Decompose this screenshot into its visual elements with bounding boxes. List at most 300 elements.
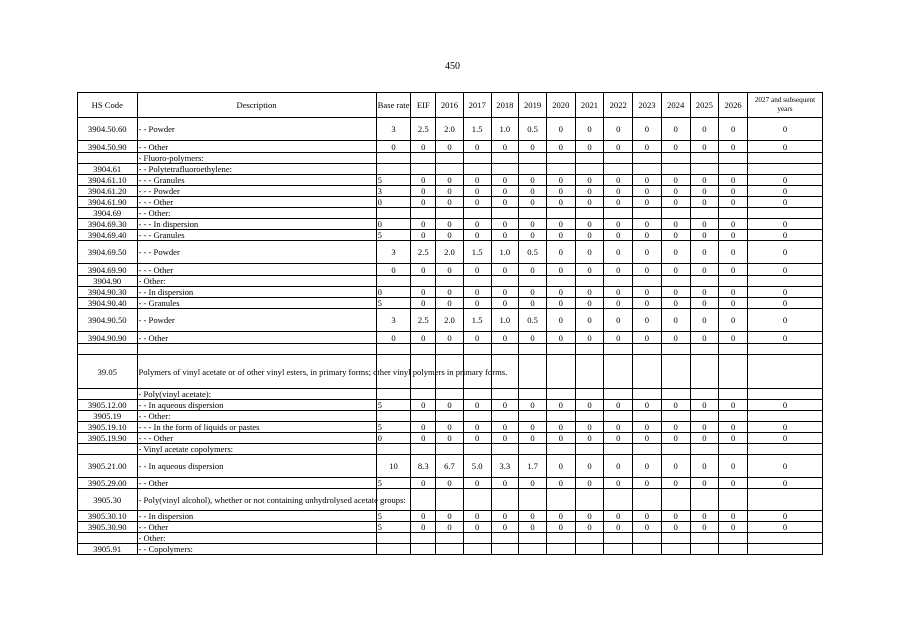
rate-cell: 0 bbox=[519, 219, 547, 230]
rate-cell: 0 bbox=[546, 219, 575, 230]
rate-cell bbox=[747, 411, 822, 422]
rate-cell bbox=[633, 153, 662, 164]
rate-cell: 0 bbox=[604, 230, 633, 241]
rate-cell bbox=[690, 544, 719, 555]
hs-code-cell: 3904.69.40 bbox=[78, 230, 138, 241]
rate-cell: 0 bbox=[546, 455, 575, 478]
rate-cell: 0 bbox=[519, 175, 547, 186]
rate-cell bbox=[604, 355, 633, 389]
rate-cell: 2.5 bbox=[411, 241, 436, 264]
description-cell: - Other: bbox=[137, 276, 376, 287]
rate-cell bbox=[491, 389, 519, 400]
hs-code-cell bbox=[78, 153, 138, 164]
table-row bbox=[78, 355, 823, 389]
rate-cell: 0 bbox=[436, 298, 464, 309]
hs-code-cell bbox=[78, 389, 138, 400]
rate-cell bbox=[604, 533, 633, 544]
hs-code-cell: 3904.69.30 bbox=[78, 219, 138, 230]
rate-cell: 0 bbox=[463, 197, 491, 208]
rate-cell bbox=[463, 153, 491, 164]
rate-cell: 0 bbox=[747, 511, 822, 522]
hs-code-cell: 3904.61 bbox=[78, 164, 138, 175]
rate-cell: 0 bbox=[633, 522, 662, 533]
rate-cell: 0 bbox=[519, 478, 547, 489]
rate-cell bbox=[546, 533, 575, 544]
rate-cell bbox=[633, 355, 662, 389]
table-row bbox=[78, 489, 823, 511]
rate-cell: 0 bbox=[546, 422, 575, 433]
rate-cell: 0 bbox=[633, 197, 662, 208]
rate-cell: 0 bbox=[747, 298, 822, 309]
rate-cell: 0 bbox=[519, 433, 547, 444]
rate-cell bbox=[575, 389, 604, 400]
description-cell: - Fluoro-polymers: bbox=[137, 153, 376, 164]
rate-cell bbox=[661, 276, 690, 287]
rate-cell: 0 bbox=[661, 197, 690, 208]
hs-code-cell: 3905.29.00 bbox=[78, 478, 138, 489]
rate-cell: 5 bbox=[376, 400, 411, 411]
rate-cell bbox=[376, 544, 411, 555]
rate-cell bbox=[519, 389, 547, 400]
hs-code-cell: 3904.50.90 bbox=[78, 141, 138, 153]
rate-cell bbox=[411, 411, 436, 422]
rate-cell: 0 bbox=[661, 455, 690, 478]
rate-cell bbox=[491, 208, 519, 219]
rate-cell bbox=[575, 355, 604, 389]
rate-cell: 0 bbox=[463, 186, 491, 197]
rate-cell: 0 bbox=[747, 478, 822, 489]
rate-cell: 0 bbox=[690, 186, 719, 197]
column-header: Base rate bbox=[376, 93, 411, 118]
rate-cell: 0 bbox=[376, 141, 411, 153]
rate-cell: 0 bbox=[604, 287, 633, 298]
rate-cell: 1.7 bbox=[519, 455, 547, 478]
table-row bbox=[78, 276, 823, 287]
rate-cell: 0 bbox=[491, 264, 519, 276]
rate-cell: 0 bbox=[633, 264, 662, 276]
rate-cell: 0 bbox=[604, 400, 633, 411]
rate-cell: 0 bbox=[411, 186, 436, 197]
rate-cell: 1.5 bbox=[463, 241, 491, 264]
rate-cell: 0 bbox=[411, 197, 436, 208]
rate-cell: 0 bbox=[690, 175, 719, 186]
rate-cell: 0 bbox=[546, 332, 575, 344]
rate-cell: 0 bbox=[719, 118, 748, 141]
table-row bbox=[78, 400, 823, 411]
rate-cell: 0 bbox=[376, 332, 411, 344]
table-row bbox=[78, 186, 823, 197]
rate-cell: 0 bbox=[719, 478, 748, 489]
rate-cell: 0 bbox=[463, 478, 491, 489]
rate-cell: 0 bbox=[463, 264, 491, 276]
rate-cell bbox=[719, 344, 748, 355]
rate-cell bbox=[633, 444, 662, 455]
description-cell: - - Powder bbox=[137, 118, 376, 141]
rate-cell bbox=[575, 533, 604, 544]
rate-cell bbox=[376, 276, 411, 287]
description-cell: - - Other: bbox=[137, 208, 376, 219]
rate-cell: 0 bbox=[491, 522, 519, 533]
description-cell: - Poly(vinyl acetate): bbox=[137, 389, 376, 400]
rate-cell: 0 bbox=[463, 287, 491, 298]
rate-cell bbox=[436, 411, 464, 422]
hs-code-cell: 3904.61.20 bbox=[78, 186, 138, 197]
rate-cell: 0 bbox=[604, 219, 633, 230]
rate-cell: 0 bbox=[411, 230, 436, 241]
table-row bbox=[78, 455, 823, 478]
rate-cell: 0 bbox=[604, 175, 633, 186]
rate-cell: 2.5 bbox=[411, 309, 436, 332]
rate-cell: 0 bbox=[575, 433, 604, 444]
rate-cell: 0 bbox=[661, 118, 690, 141]
description-cell: - - Other bbox=[137, 478, 376, 489]
column-header: 2019 bbox=[519, 93, 547, 118]
rate-cell: 0 bbox=[575, 186, 604, 197]
column-header: 2024 bbox=[661, 93, 690, 118]
table-row bbox=[78, 241, 823, 264]
rate-cell bbox=[575, 344, 604, 355]
rate-cell bbox=[661, 544, 690, 555]
rate-cell: 2.0 bbox=[436, 241, 464, 264]
rate-cell bbox=[719, 533, 748, 544]
description-cell: - - - Other bbox=[137, 197, 376, 208]
table-row bbox=[78, 533, 823, 544]
rate-cell: 0 bbox=[436, 197, 464, 208]
rate-cell: 0 bbox=[376, 287, 411, 298]
rate-cell: 0 bbox=[546, 433, 575, 444]
rate-cell: 0 bbox=[661, 264, 690, 276]
rate-cell: 0 bbox=[491, 230, 519, 241]
rate-cell: 0 bbox=[411, 141, 436, 153]
rate-cell: 0 bbox=[411, 433, 436, 444]
rate-cell bbox=[575, 276, 604, 287]
rate-cell: 1.5 bbox=[463, 118, 491, 141]
rate-cell bbox=[411, 444, 436, 455]
column-header: 2016 bbox=[436, 93, 464, 118]
table-row bbox=[78, 411, 823, 422]
table-row bbox=[78, 478, 823, 489]
column-header: 2018 bbox=[491, 93, 519, 118]
rate-cell: 0 bbox=[633, 433, 662, 444]
rate-cell bbox=[411, 153, 436, 164]
rate-cell: 0 bbox=[661, 309, 690, 332]
rate-cell bbox=[719, 444, 748, 455]
rate-cell: 0 bbox=[633, 186, 662, 197]
rate-cell: 0 bbox=[633, 422, 662, 433]
rate-cell: 0 bbox=[661, 298, 690, 309]
rate-cell: 0 bbox=[411, 298, 436, 309]
rate-cell: 0 bbox=[661, 400, 690, 411]
rate-cell: 0 bbox=[690, 298, 719, 309]
description-cell: - Vinyl acetate copolymers: bbox=[137, 444, 376, 455]
description-cell: - - Copolymers: bbox=[137, 544, 376, 555]
rate-cell: 0 bbox=[436, 219, 464, 230]
rate-cell: 0 bbox=[519, 186, 547, 197]
rate-cell: 5 bbox=[376, 298, 411, 309]
rate-cell bbox=[661, 153, 690, 164]
rate-cell: 0 bbox=[463, 332, 491, 344]
rate-cell: 0 bbox=[719, 309, 748, 332]
rate-cell: 0 bbox=[463, 433, 491, 444]
description-cell: - - - Powder bbox=[137, 241, 376, 264]
rate-cell: 0 bbox=[690, 478, 719, 489]
rate-cell: 0 bbox=[546, 197, 575, 208]
rate-cell bbox=[411, 164, 436, 175]
hs-code-cell: 3905.19.90 bbox=[78, 433, 138, 444]
hs-code-cell: 3904.69 bbox=[78, 208, 138, 219]
rate-cell: 1.0 bbox=[491, 309, 519, 332]
rate-cell: 0 bbox=[575, 400, 604, 411]
rate-cell: 0 bbox=[719, 197, 748, 208]
rate-cell: 0 bbox=[491, 478, 519, 489]
rate-cell: 0 bbox=[411, 478, 436, 489]
description-cell: - - - Granules bbox=[137, 175, 376, 186]
rate-cell: 0 bbox=[411, 219, 436, 230]
rate-cell: 0 bbox=[604, 332, 633, 344]
rate-cell bbox=[690, 276, 719, 287]
rate-cell bbox=[690, 411, 719, 422]
table-row bbox=[78, 389, 823, 400]
rate-cell: 0 bbox=[747, 230, 822, 241]
rate-cell bbox=[376, 411, 411, 422]
rate-cell: 0 bbox=[661, 422, 690, 433]
rate-cell: 0 bbox=[604, 264, 633, 276]
rate-cell bbox=[719, 276, 748, 287]
rate-cell bbox=[491, 276, 519, 287]
rate-cell bbox=[491, 533, 519, 544]
rate-cell: 0 bbox=[747, 219, 822, 230]
rate-cell: 0 bbox=[436, 478, 464, 489]
rate-cell: 0 bbox=[546, 478, 575, 489]
rate-cell bbox=[719, 355, 748, 389]
description-cell: - Poly(vinyl alcohol), whether or not containing unhydrolysed acetate groups: bbox=[137, 489, 376, 511]
rate-cell bbox=[604, 411, 633, 422]
rate-cell: 0 bbox=[546, 522, 575, 533]
rate-cell: 0 bbox=[491, 433, 519, 444]
rate-cell bbox=[411, 208, 436, 219]
description-cell: - - - In the form of liquids or pastes bbox=[137, 422, 376, 433]
rate-cell bbox=[436, 208, 464, 219]
table-header-row bbox=[78, 93, 823, 118]
rate-cell bbox=[436, 489, 464, 511]
hs-code-cell: 3905.30.90 bbox=[78, 522, 138, 533]
rate-cell bbox=[690, 153, 719, 164]
rate-cell: 0 bbox=[604, 118, 633, 141]
rate-cell bbox=[604, 389, 633, 400]
rate-cell bbox=[690, 389, 719, 400]
rate-cell: 0 bbox=[411, 511, 436, 522]
rate-cell: 0 bbox=[546, 400, 575, 411]
rate-cell bbox=[661, 164, 690, 175]
description-cell: - - Granules bbox=[137, 298, 376, 309]
rate-cell bbox=[519, 164, 547, 175]
rate-cell: 0 bbox=[633, 400, 662, 411]
column-header: 2022 bbox=[604, 93, 633, 118]
rate-cell bbox=[575, 208, 604, 219]
page-number: 450 bbox=[445, 61, 460, 72]
table-row bbox=[78, 511, 823, 522]
rate-cell: 1.5 bbox=[463, 309, 491, 332]
rate-cell: 0 bbox=[747, 332, 822, 344]
rate-cell: 0 bbox=[719, 186, 748, 197]
rate-cell bbox=[719, 164, 748, 175]
rate-cell bbox=[491, 153, 519, 164]
rate-cell bbox=[546, 411, 575, 422]
rate-cell: 0 bbox=[604, 455, 633, 478]
rate-cell: 0 bbox=[575, 241, 604, 264]
rate-cell: 0 bbox=[519, 230, 547, 241]
hs-code-cell: 3905.30.10 bbox=[78, 511, 138, 522]
rate-cell: 0 bbox=[719, 332, 748, 344]
rate-cell: 0 bbox=[519, 332, 547, 344]
rate-cell bbox=[546, 344, 575, 355]
rate-cell bbox=[491, 164, 519, 175]
column-header: EIF bbox=[411, 93, 436, 118]
table-row bbox=[78, 309, 823, 332]
rate-cell: 6.7 bbox=[436, 455, 464, 478]
description-cell bbox=[137, 344, 376, 355]
rate-cell: 0 bbox=[519, 197, 547, 208]
table-row bbox=[78, 332, 823, 344]
rate-cell bbox=[604, 153, 633, 164]
rate-cell: 0.5 bbox=[519, 241, 547, 264]
rate-cell: 0 bbox=[690, 219, 719, 230]
rate-cell: 0 bbox=[690, 400, 719, 411]
rate-cell bbox=[661, 389, 690, 400]
table-row bbox=[78, 164, 823, 175]
table-row bbox=[78, 175, 823, 186]
rate-cell: 0 bbox=[661, 219, 690, 230]
rate-cell bbox=[747, 489, 822, 511]
rate-cell bbox=[463, 208, 491, 219]
rate-cell: 0 bbox=[747, 422, 822, 433]
rate-cell: 0 bbox=[491, 219, 519, 230]
description-cell: - Other: bbox=[137, 533, 376, 544]
description-cell: - - In aqueous dispersion bbox=[137, 455, 376, 478]
rate-cell: 0 bbox=[690, 522, 719, 533]
rate-cell bbox=[661, 355, 690, 389]
rate-cell: 0 bbox=[604, 511, 633, 522]
rate-cell: 0 bbox=[546, 141, 575, 153]
rate-cell bbox=[436, 276, 464, 287]
rate-cell: 0 bbox=[519, 422, 547, 433]
column-header: 2027 and subsequent years bbox=[747, 93, 822, 118]
rate-cell: 0 bbox=[463, 230, 491, 241]
rate-cell bbox=[719, 389, 748, 400]
rate-cell bbox=[436, 533, 464, 544]
rate-cell bbox=[546, 208, 575, 219]
rate-cell bbox=[411, 544, 436, 555]
description-cell: - - In dispersion bbox=[137, 511, 376, 522]
description-cell: - - Other bbox=[137, 141, 376, 153]
rate-cell: 5 bbox=[376, 422, 411, 433]
rate-cell bbox=[747, 344, 822, 355]
rate-cell: 0 bbox=[690, 511, 719, 522]
rate-cell: 0 bbox=[519, 298, 547, 309]
hs-code-cell: 3904.61.10 bbox=[78, 175, 138, 186]
rate-cell bbox=[546, 389, 575, 400]
rate-cell bbox=[436, 164, 464, 175]
rate-cell bbox=[604, 276, 633, 287]
rate-cell: 5 bbox=[376, 522, 411, 533]
table-row bbox=[78, 422, 823, 433]
rate-cell bbox=[491, 344, 519, 355]
rate-cell bbox=[546, 153, 575, 164]
rate-cell bbox=[575, 444, 604, 455]
rate-cell: 0 bbox=[661, 478, 690, 489]
rate-cell: 0 bbox=[546, 309, 575, 332]
table-row bbox=[78, 197, 823, 208]
rate-cell bbox=[633, 344, 662, 355]
hs-code-cell bbox=[78, 344, 138, 355]
rate-cell: 0 bbox=[546, 241, 575, 264]
rate-cell: 0 bbox=[546, 511, 575, 522]
rate-cell: 0 bbox=[690, 118, 719, 141]
description-cell: - - In dispersion bbox=[137, 287, 376, 298]
rate-cell bbox=[491, 489, 519, 511]
rate-cell: 0 bbox=[633, 287, 662, 298]
rate-cell: 0 bbox=[690, 264, 719, 276]
rate-cell: 3.3 bbox=[491, 455, 519, 478]
rate-cell: 0 bbox=[491, 186, 519, 197]
hs-code-cell: 3904.90 bbox=[78, 276, 138, 287]
table-body bbox=[78, 118, 823, 555]
rate-cell: 0 bbox=[546, 186, 575, 197]
rate-cell: 0 bbox=[747, 264, 822, 276]
rate-cell bbox=[376, 208, 411, 219]
rate-cell: 0 bbox=[376, 433, 411, 444]
rate-cell: 0 bbox=[376, 219, 411, 230]
rate-cell bbox=[436, 153, 464, 164]
rate-cell: 0.5 bbox=[519, 118, 547, 141]
rate-cell bbox=[519, 411, 547, 422]
rate-cell bbox=[519, 276, 547, 287]
rate-cell: 0 bbox=[604, 422, 633, 433]
tariff-schedule-table bbox=[77, 92, 823, 555]
column-header: 2025 bbox=[690, 93, 719, 118]
rate-cell bbox=[633, 389, 662, 400]
description-cell: - - Other bbox=[137, 522, 376, 533]
description-cell: - - Powder bbox=[137, 309, 376, 332]
rate-cell: 0 bbox=[491, 298, 519, 309]
rate-cell: 5 bbox=[376, 511, 411, 522]
rate-cell bbox=[690, 164, 719, 175]
hs-code-cell: 3905.21.00 bbox=[78, 455, 138, 478]
rate-cell: 0 bbox=[411, 332, 436, 344]
rate-cell bbox=[463, 276, 491, 287]
rate-cell: 0 bbox=[604, 309, 633, 332]
rate-cell: 0 bbox=[633, 478, 662, 489]
rate-cell bbox=[604, 489, 633, 511]
rate-cell: 0 bbox=[436, 433, 464, 444]
rate-cell: 0 bbox=[661, 186, 690, 197]
rate-cell bbox=[747, 153, 822, 164]
rate-cell: 0 bbox=[690, 197, 719, 208]
rate-cell bbox=[546, 489, 575, 511]
rate-cell bbox=[747, 355, 822, 389]
rate-cell: 0 bbox=[376, 264, 411, 276]
rate-cell: 0 bbox=[546, 230, 575, 241]
rate-cell bbox=[747, 389, 822, 400]
rate-cell bbox=[463, 533, 491, 544]
rate-cell bbox=[633, 276, 662, 287]
rate-cell: 0 bbox=[546, 175, 575, 186]
rate-cell: 0 bbox=[690, 241, 719, 264]
rate-cell: 0 bbox=[633, 511, 662, 522]
rate-cell: 0 bbox=[633, 332, 662, 344]
rate-cell bbox=[661, 444, 690, 455]
hs-code-cell: 3905.12.00 bbox=[78, 400, 138, 411]
